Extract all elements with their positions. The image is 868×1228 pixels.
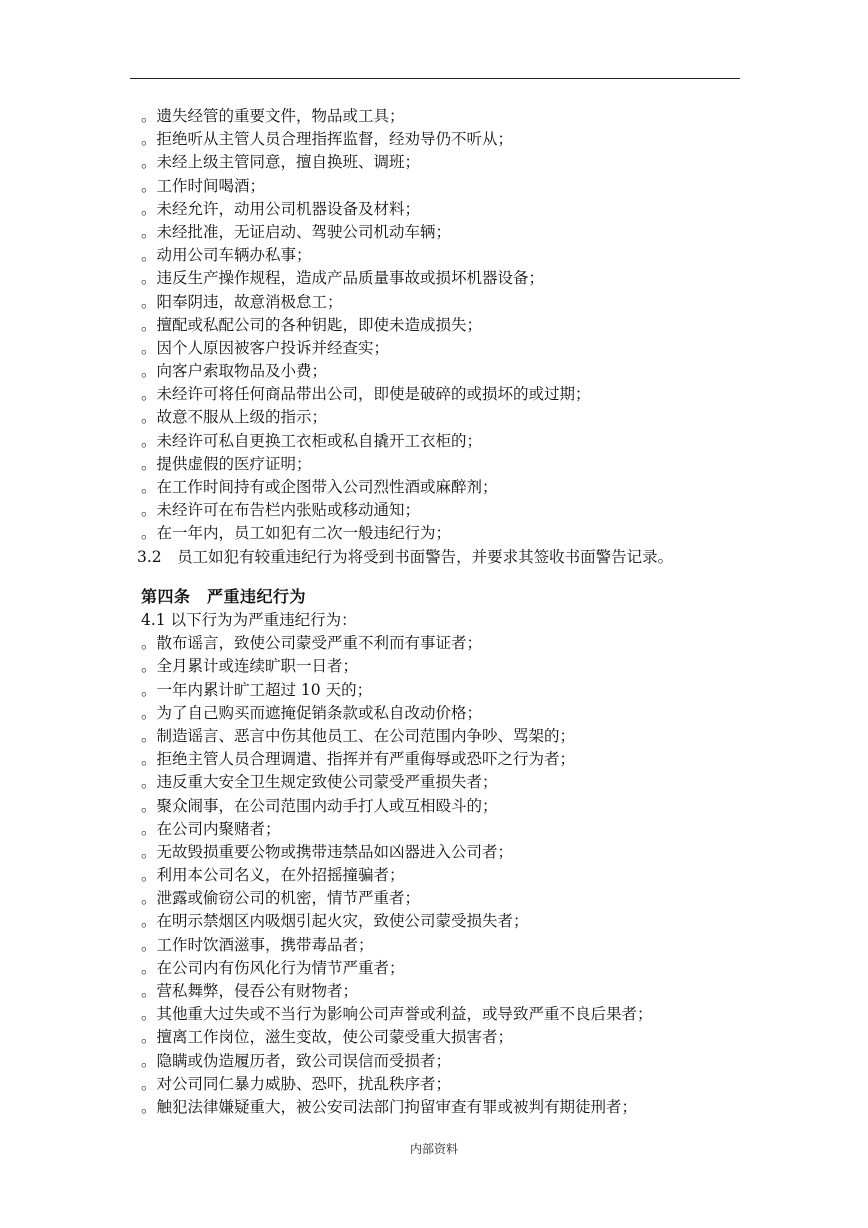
list-item: 。在公司内有伤风化行为情节严重者； (141, 958, 405, 977)
list-item: 。故意不服从上级的指示； (141, 408, 328, 427)
list-item: 。隐瞒或伪造履历者，致公司误信而受损者； (141, 1051, 452, 1070)
list-item: 。泄露或偷窃公司的机密，情节严重者； (141, 889, 421, 908)
header-rule (130, 78, 740, 79)
list-item: 。无故毁损重要公物或携带违禁品如凶器进入公司者； (141, 842, 514, 861)
list-item: 。在一年内，员工如犯有二次一般违纪行为； (141, 524, 452, 543)
list-item: 。阳奉阴违，故意消极怠工； (141, 292, 343, 311)
section-4-list (141, 609, 841, 1119)
list-item: 。因个人原因被客户投诉并经查实； (141, 338, 390, 357)
list-item: 。为了自己购买而遮掩促销条款或私自改动价格； (141, 703, 483, 722)
clause-4-1: 4.1 以下行为为严重违纪行为： (141, 611, 357, 629)
list-item: 。违反重大安全卫生规定致使公司蒙受严重损失者； (141, 773, 498, 792)
list-item: 。违反生产操作规程，造成产品质量事故或损坏机器设备； (141, 269, 545, 288)
list-item: 。遗失经管的重要文件，物品或工具； (141, 107, 405, 125)
list-item: 。未经许可将任何商品带出公司，即使是破碎的或损坏的或过期； (141, 385, 591, 404)
list-item: 。工作时饮酒滋事，携带毒品者； (141, 935, 374, 954)
list-item: 。触犯法律嫌疑重大，被公安司法部门拘留审查有罪或被判有期徒刑者； (141, 1097, 638, 1116)
list-item: 。工作时间喝酒； (141, 176, 266, 195)
list-item: 。对公司同仁暴力威胁、恐吓，扰乱秩序者； (141, 1074, 452, 1093)
page-footer: 内部资料 (409, 1142, 458, 1156)
list-item: 。在工作时间持有或企图带入公司烈性酒或麻醉剂； (141, 478, 498, 496)
list-item: 。未经上级主管同意，擅自换班、调班； (141, 153, 421, 172)
list-item: 。向客户索取物品及小费； (141, 362, 328, 381)
section-4-heading: 第四条 严重违纪行为 (141, 587, 307, 606)
list-item: 。未经批准，无证启动、驾驶公司机动车辆； (141, 222, 452, 241)
list-item: 。聚众闹事，在公司范围内动手打人或互相殴斗的； (141, 796, 498, 815)
list-item: 。全月累计或连续旷职一日者； (141, 657, 359, 676)
section-3-list (137, 105, 841, 569)
list-item: 。拒绝听从主管人员合理指挥监督，经劝导仍不听从； (141, 130, 514, 149)
list-item: 。其他重大过失或不当行为影响公司声誉或利益，或导致严重不良后果者； (141, 1005, 653, 1024)
list-item: 。擅配或私配公司的各种钥匙，即使未造成损失； (141, 315, 483, 334)
list-item: 。营私舞弊，侵吞公有财物者； (141, 982, 359, 1000)
list-item: 。制造谣言、恶言中伤其他员工、在公司范围内争吵、骂架的； (141, 726, 576, 745)
list-item: 。一年内累计旷工超过 10 天的； (141, 680, 373, 699)
list-item: 。未经许可在布告栏内张贴或移动通知； (141, 501, 421, 520)
clause-3-2: 3.2 员工如犯有较重违纪行为将受到书面警告，并要求其签收书面警告记录。 (137, 547, 674, 566)
list-item: 。未经许可私自更换工衣柜或私自撬开工衣柜的； (141, 431, 483, 450)
list-item: 。在明示禁烟区内吸烟引起火灾，致使公司蒙受损失者； (141, 912, 529, 931)
list-item: 。利用本公司名义，在外招摇撞骗者； (141, 866, 405, 885)
list-item: 。散布谣言，致使公司蒙受严重不利而有事证者； (141, 634, 483, 653)
list-item: 。擅离工作岗位，滋生变故，使公司蒙受重大损害者； (141, 1028, 514, 1047)
list-item: 。提供虚假的医疗证明； (141, 454, 312, 473)
list-item: 。拒绝主管人员合理调遣、指挥并有严重侮辱或恐吓之行为者； (141, 750, 576, 769)
list-item: 。未经允许，动用公司机器设备及材料； (141, 199, 421, 218)
list-item: 。在公司内聚赌者； (141, 819, 281, 838)
list-item: 。动用公司车辆办私事； (141, 246, 312, 265)
